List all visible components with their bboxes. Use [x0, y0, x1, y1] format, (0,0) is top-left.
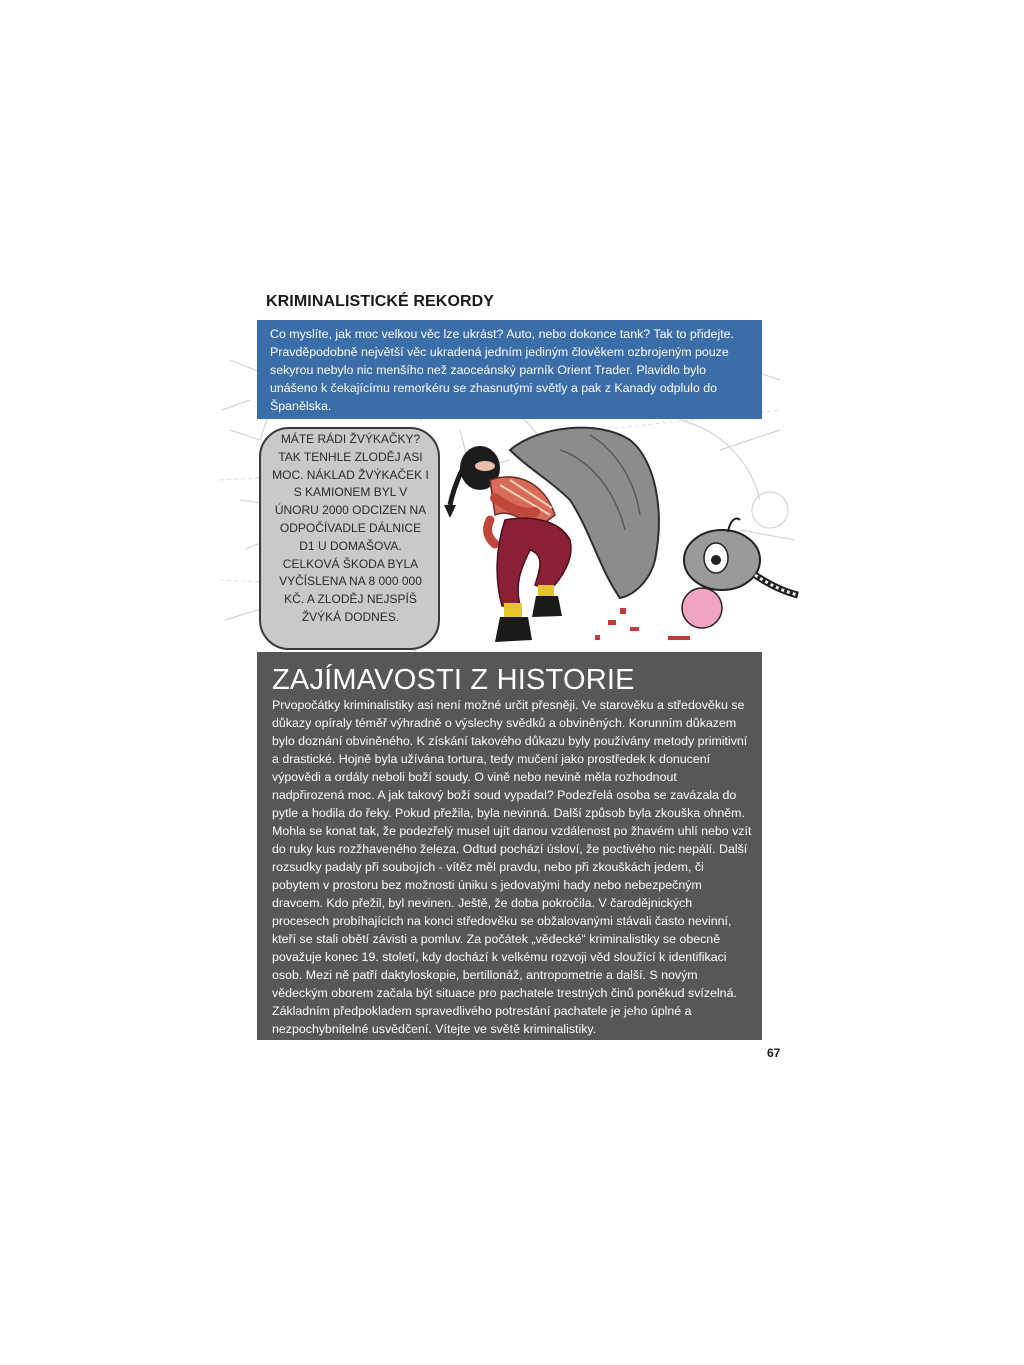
page-number: 67	[767, 1046, 781, 1060]
thief-with-sack-illustration	[440, 420, 800, 652]
records-intro-box	[257, 320, 762, 419]
speech-bubble	[259, 427, 440, 650]
records-section-title: KRIMINALISTICKÉ REKORDY	[266, 293, 495, 310]
history-body-text: Prvopočátky kriminalistiky asi není možné určit přesněji. Ve starověku a středověku se důkazy opíraly téměř výhradně o výslechy svědků a obviněných. Korunním důkazem bylo doznání obviněného. K získání takového důkazu byly používány metody primitivní a drastické. Hojně byla užívána tortura, tedy mučení jako prostředek k donucení výpovědi a ordály neboli boží soudy. O vině nebo nevině měla rozhodnout nadpřirozená moc. A jak takový boží soud vypadal? Podezřelá osoba se zavázala do pytle a hodila do řeky. Pokud přežila, byla nevinná. Další způsob byla zkouška ohněm. Mohla se konat tak, že podezřelý musel ujít danou vzdálenost po žhavém uhlí nebo vzít do ruky kus rozžhaveného železa. Odtud pochází úsloví, že poctivého nic nepálí. Další rozsudky padaly při soubojích - vítěz měl pravdu, nebo při zkouškách jedem, či pobytem v prostoru bez možnosti úniku s jedovatými hady nebo nebezpečným dravcem. Kdo přežil, byl nevinen. Ještě, že doba pokročila. V čarodějnických procesech probíhajících na konci středověku se obžalovanými stávali často nevinní, kteří se stali obětí závisti a pomluv. Za počátek „vědecké“ kriminalistiky se obecně považuje konec 19. století, kdy dochází k velkému rozvoji věd sloužící k identifikaci osob. Mezi ně patří daktyloskopie, bertillonáž, antropometrie a další. S novým vědeckým oborem začala být situace pro pachatele trestných činů poněkud svízelná. Základním předpokladem spravedlivého potrestání pachatele je jeho úplné a nezpochybnitelné usvědčení. Vítejte ve světě kriminalistiky.	[272, 698, 752, 1036]
history-section-title: ZAJÍMAVOSTI Z HISTORIE	[272, 664, 635, 696]
records-intro-text: Co myslíte, jak moc velkou věc lze ukrást? Auto, nebo dokonce tank? Tak to přidejte. Pravděpodobně největší věc ukradená jedním jediným člověkem ozbrojeným pouze sekyrou nebylo nic menšího než zaoceánský parník Orient Trader. Plavidlo bylo unášeno k čekajícímu remorkéru se zhasnutými světly a pak z Kanady odplulo do Španělska.	[270, 327, 734, 413]
history-box	[257, 652, 762, 1040]
speech-bubble-text: MÁTE RÁDI ŽVÝKAČKY? TAK TENHLE ZLODĚJ ASI MOC. NÁKLAD ŽVÝKAČEK I S KAMIONEM BYL V ÚNORU 2000 ODCIZEN NA ODPOČÍVADLE DÁLNICE D1 U DOMAŠOVA. CELKOVÁ ŠKODA BYLA VYČÍSLENA NA 8 000 000 KČ. A ZLODĚJ NEJSPÍŠ ŽVÝKÁ DODNES.	[272, 432, 429, 624]
